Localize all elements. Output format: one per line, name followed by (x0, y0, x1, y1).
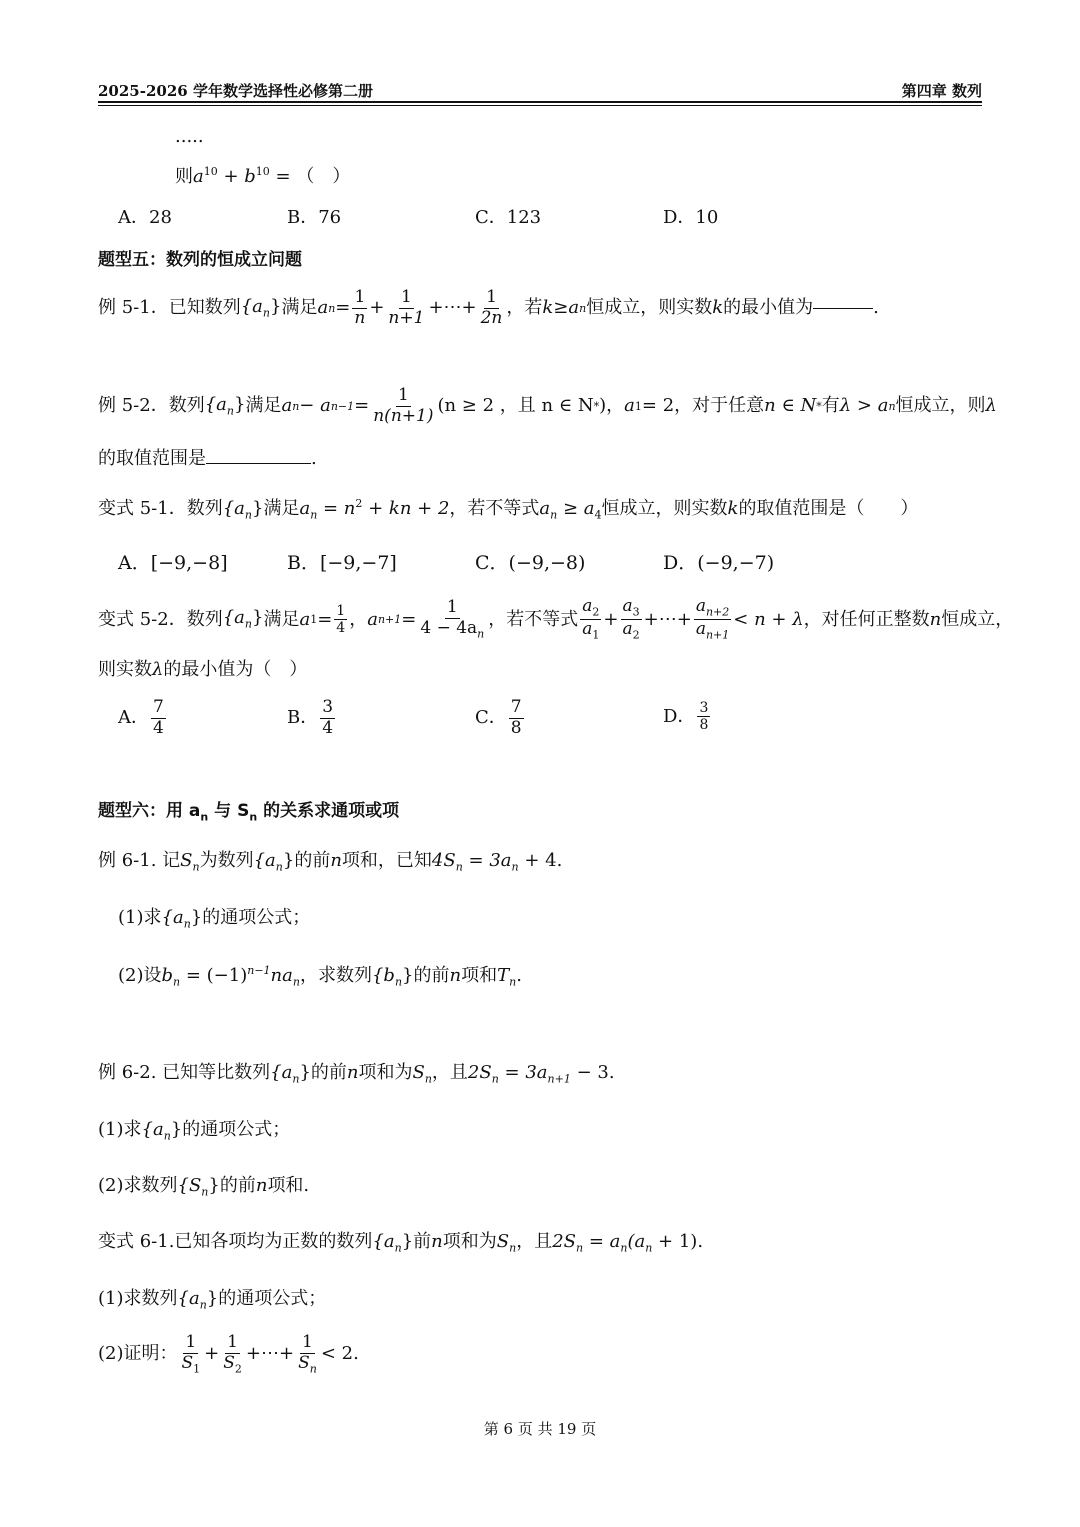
header-right: 第四章 数列 (901, 82, 982, 100)
continuation-dots: ..... (175, 126, 204, 147)
option-a: A．[−9,−8] (118, 552, 228, 574)
option-b: B．76 (287, 207, 342, 228)
example-6-1-part2: (2)设$b_n = (-1)^{n-1}na_n$，求数列$\{b_n\}$的前n项和$T_n$. (118, 964, 522, 989)
header-rule (98, 101, 982, 103)
variant-5-2: 变式 5-2．数列 $\{a_n\}$ 满足 a 1 = $\frac{1}{4}$ ， a n+1 = $\frac{1}{4 - 4a_n}$ ，若不等式 $a_2$ $a_1$ + $\frac{a_3}{a_2}$ +⋯+ $\frac{a_{n+2}}{a_{n+1}}$ < n + λ ，对任何正整数 n 恒成立， (98, 596, 1014, 642)
option-c: C． 7 8 (475, 697, 522, 738)
option-a: A． 7 4 (118, 697, 164, 738)
example-5-2-line2: 的取值范围是 . (98, 448, 317, 469)
page-footer: 第 6 页 共 19 页 (483, 1420, 597, 1438)
variant-5-2-line2: 则实数λ的最小值为（ ） (98, 659, 308, 680)
answer-blank (813, 308, 873, 309)
example-6-2-part2: (2)求数列$\{S_n\}$的前n项和. (98, 1175, 310, 1199)
section-title-type5: 题型五：数列的恒成立问题 (98, 250, 302, 270)
option-d: D．(−9,−7) (663, 552, 775, 574)
option-c: C．123 (475, 207, 542, 228)
option-d: D．10 (663, 207, 719, 228)
example-5-1: 例 5-1．已知数列 $\{a_n\}$ 满足 a n = $\frac{1}{n}$ + $\frac{1}{n+1}$ +⋯+ $\frac{1}{2n}$ ，若 k ≥ a n 恒成立，则实数 k 的最小值为 . (98, 287, 879, 328)
option-b: B．[−9,−7] (287, 552, 397, 574)
example-6-2: 例 6-2. 已知等比数列$\{a_n\}$的前n项和为$S_n$，且$2S_n = 3a_{n+1} - 3$. (98, 1062, 615, 1086)
example-5-2: 例 5-2．数列 $\{a_n\}$ 满足 a n − a n−1 = $\frac{1}{n(n+1)}$ (n ≥ 2 ，且 n ∈ N * )， a 1 = 2，对于任意 n ∈ N * 有 λ > a n 恒成立，则 λ (98, 385, 997, 426)
variant-6-1-part2: (2)证明： 1 $S_1$ + $\frac{1}{S_2}$ +⋯+ $\frac{1}{S_n}$ < 2 . (98, 1332, 359, 1375)
prev-question: 则$a^{10} + b^{10}$ = （ ） (175, 165, 351, 187)
option-b: B． 3 4 (287, 697, 334, 738)
variant-6-1-part1: (1)求数列$\{a_n\}$的通项公式； (98, 1288, 327, 1312)
variant-5-1: 变式 5-1．数列$\{a_n\}$满足$a_n = n^2$ + kn + 2，若不等式$a_n \ge a_4$恒成立，则实数k的取值范围是（ ） (98, 497, 919, 522)
example-6-2-part1: (1)求$\{a_n\}$的通项公式； (98, 1119, 291, 1143)
variant-6-1: 变式 6-1.已知各项均为正数的数列$\{a_n\}$前n项和为$S_n$，且$2S_n = a_n(a_n + 1)$. (98, 1231, 704, 1255)
option-d: D． 3 8 (663, 700, 709, 734)
option-a: A．28 (118, 207, 172, 228)
header-rule-thin (98, 105, 982, 106)
section-title-type6: 题型六：用 $a_n$ 与 $S_n$ 的关系求通项或项 (98, 801, 400, 824)
example-6-1: 例 6-1. 记$S_n$为数列$\{a_n\}$的前n项和，已知$4S_n = 3a_n + 4$. (98, 850, 563, 874)
header-left: 2025-2026 学年数学选择性必修第二册 (98, 82, 373, 100)
option-c: C．(−9,−8) (475, 552, 586, 574)
answer-blank (206, 463, 311, 464)
example-6-1-part1: (1)求$\{a_n\}$的通项公式； (118, 907, 311, 931)
